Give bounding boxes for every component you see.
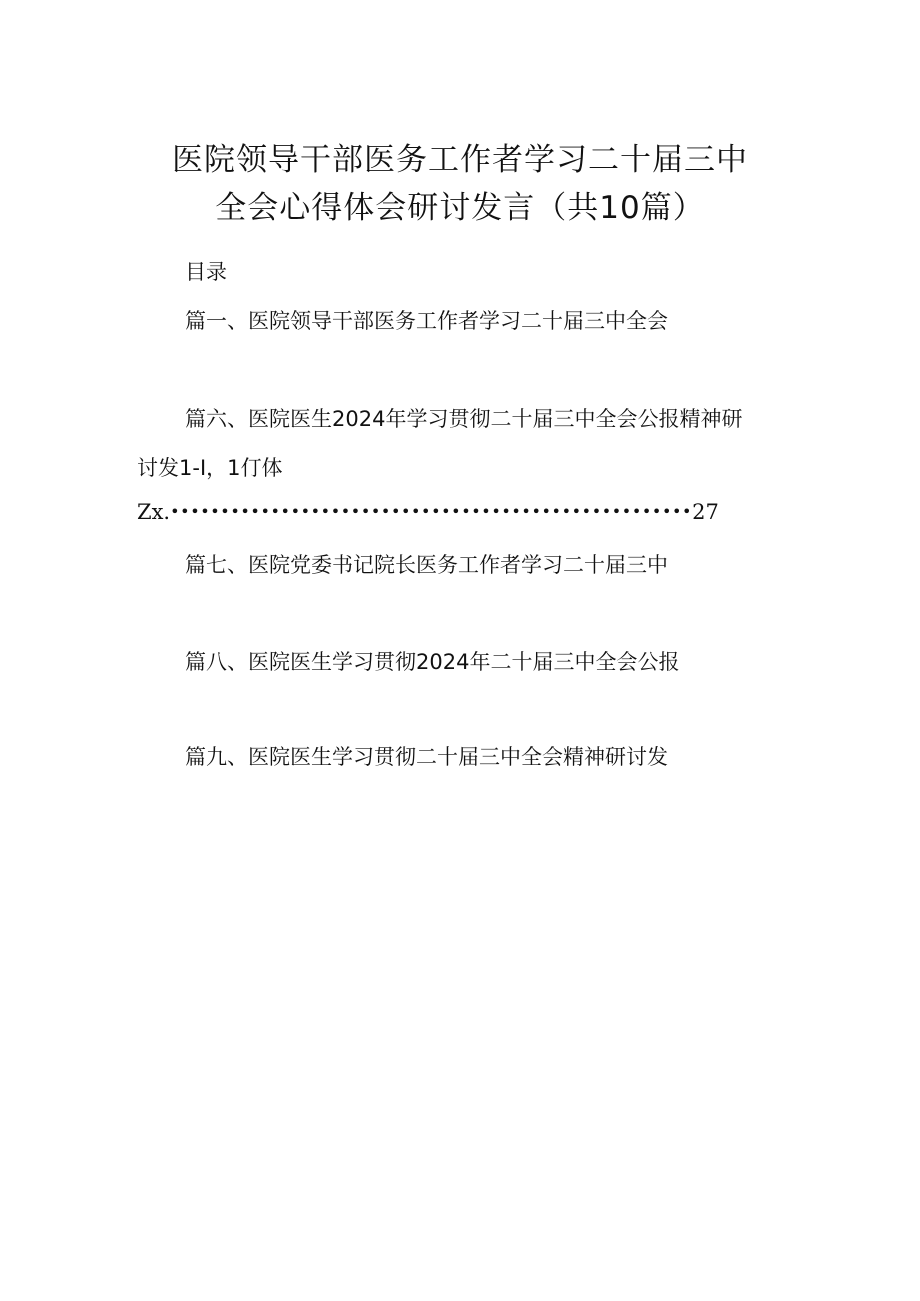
- toc-entry-6[interactable]: 篇六、医院医生2024年学习贯彻二十届三中全会公报精神研: [185, 407, 743, 431]
- toc-entry-6-continuation[interactable]: 讨发1-I，1仃体: [137, 456, 283, 480]
- toc-page-number: 27: [692, 500, 719, 524]
- toc-heading: 目录: [185, 260, 227, 284]
- toc-entry-6-leader-line[interactable]: [137, 500, 719, 524]
- toc-entry-8[interactable]: 篇八、医院医生学习贯彻2024年二十届三中全会公报: [185, 650, 680, 674]
- toc-entry-7[interactable]: 篇七、医院党委书记院长医务工作者学习二十届三中: [185, 553, 668, 577]
- document-title-line-1: 医院领导干部医务工作者学习二十届三中: [172, 142, 748, 178]
- document-title-line-2: 全会心得体会研讨发言（共10篇）: [215, 190, 705, 226]
- toc-leader-prefix: Zx.: [137, 500, 171, 524]
- toc-entry-1[interactable]: 篇一、医院领导干部医务工作者学习二十届三中全会: [185, 309, 668, 333]
- toc-leader-dots: ••••••••••••••••••••••••••••••••••••••••••••••••••••: [170, 502, 693, 521]
- toc-entry-9[interactable]: 篇九、医院医生学习贯彻二十届三中全会精神研讨发: [185, 745, 668, 769]
